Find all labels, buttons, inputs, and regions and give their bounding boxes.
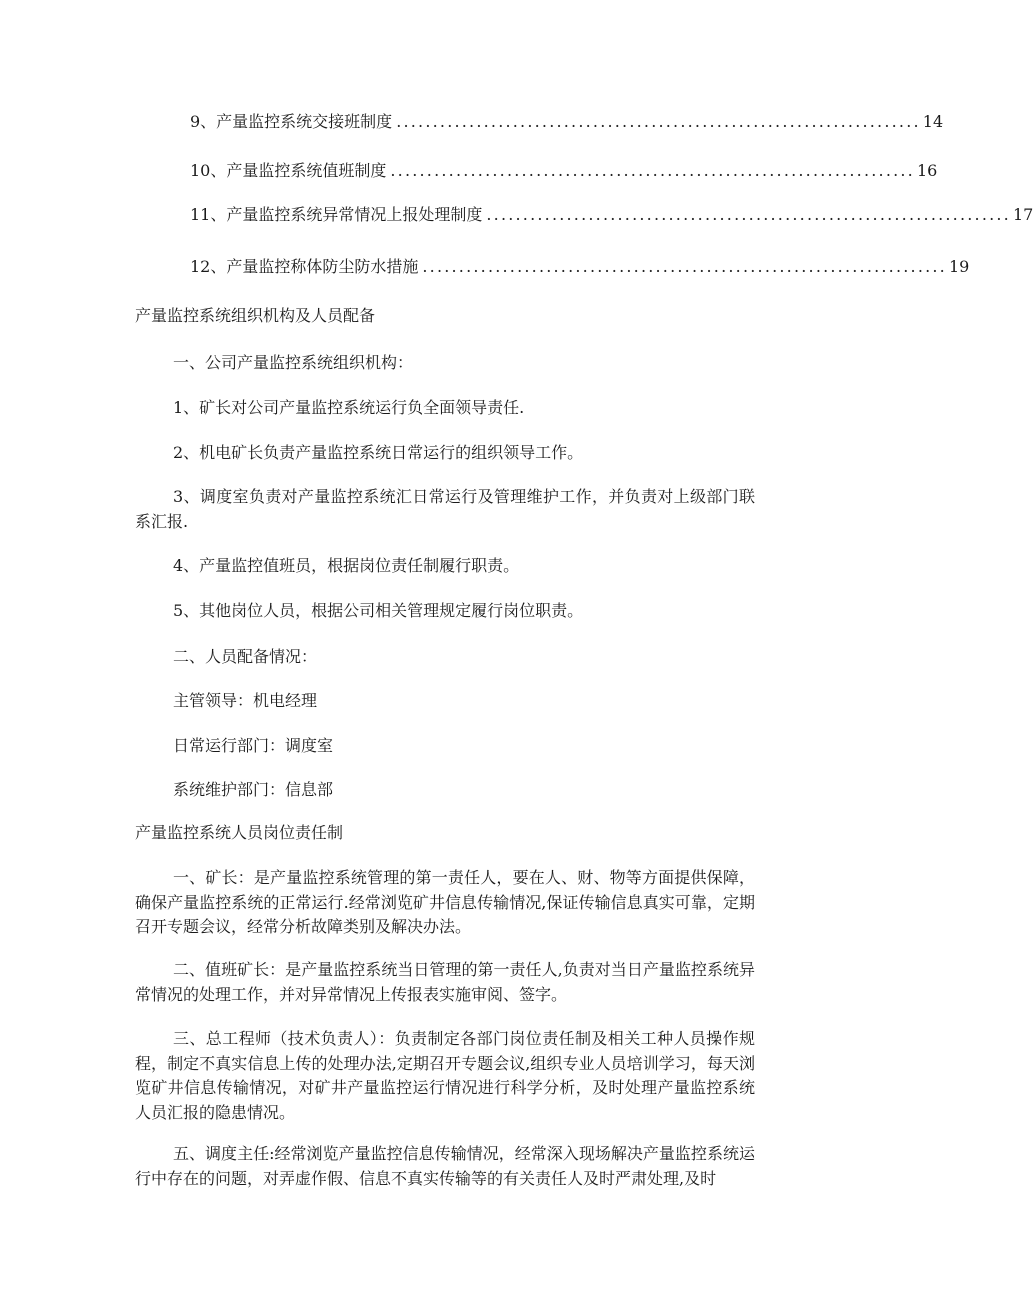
paragraph: 三、总工程师（技术负责人）：负责制定各部门岗位责任制及相关工种人员操作规程，制定不真实信息上传的处理办法,定期召开专题会议,组织专业人员培训学习，每天浏览矿井信息传输情况，对矿井产量监控运行情况进行科学分析，及时处理产量监控系统人员汇报的隐患情况。 <box>135 1029 755 1122</box>
paragraph: 2、机电矿长负责产量监控系统日常运行的组织领导工作。 <box>173 443 584 462</box>
toc-leader-dots: ........................................................................ <box>390 161 915 180</box>
toc-entry-title: 11、产量监控系统异常情况上报处理制度 <box>190 205 483 224</box>
paragraph: 4、产量监控值班员，根据岗位责任制履行职责。 <box>173 556 520 575</box>
toc-leader-dots: ........................................................................ <box>486 205 1011 224</box>
paragraph: 3、调度室负责对产量监控系统汇日常运行及管理维护工作，并负责对上级部门联系汇报. <box>135 487 755 531</box>
toc-entry-title: 12、产量监控称体防尘防水措施 <box>190 257 419 276</box>
toc-entry[interactable] <box>190 256 970 278</box>
toc-entry-title: 9、产量监控系统交接班制度 <box>190 112 393 131</box>
section-heading: 产量监控系统人员岗位责任制 <box>135 823 344 842</box>
toc-entry-page: 16 <box>916 161 938 180</box>
toc-entry-page: 17 <box>1012 205 1033 224</box>
paragraph: 日常运行部门：调度室 <box>173 736 334 755</box>
paragraph: 5、其他岗位人员，根据公司相关管理规定履行岗位职责。 <box>173 601 584 620</box>
paragraph: 一、矿长：是产量监控系统管理的第一责任人，要在人、财、物等方面提供保障，确保产量监控系统的正常运行.经常浏览矿井信息传输情况,保证传输信息真实可靠，定期召开专题会议，经常分析故障类别及解决办法。 <box>135 868 755 936</box>
paragraph: 1、矿长对公司产量监控系统运行负全面领导责任. <box>173 398 525 417</box>
paragraph: 主管领导：机电经理 <box>173 691 318 710</box>
toc-leader-dots: ........................................................................ <box>422 257 947 276</box>
paragraph: 二、值班矿长：是产量监控系统当日管理的第一责任人,负责对当日产量监控系统异常情况的处理工作，并对异常情况上传报表实施审阅、签字。 <box>135 960 755 1004</box>
toc-entry[interactable] <box>190 204 1033 226</box>
toc-entry-title: 10、产量监控系统值班制度 <box>190 161 387 180</box>
paragraph: 二、人员配备情况： <box>173 647 318 666</box>
toc-entry[interactable] <box>190 160 938 182</box>
toc-entry-page: 19 <box>948 257 970 276</box>
paragraph: 系统维护部门：信息部 <box>173 780 334 799</box>
paragraph: 一、公司产量监控系统组织机构： <box>173 353 414 372</box>
toc-entry-page: 14 <box>922 112 944 131</box>
paragraph: 五、调度主任:经常浏览产量监控信息传输情况，经常深入现场解决产量监控系统运行中存在的问题，对弄虚作假、信息不真实传输等的有关责任人及时严肃处理,及时 <box>135 1144 755 1188</box>
toc-entry[interactable] <box>190 111 944 133</box>
toc-leader-dots: ........................................................................ <box>396 112 921 131</box>
section-heading: 产量监控系统组织机构及人员配备 <box>135 306 376 325</box>
